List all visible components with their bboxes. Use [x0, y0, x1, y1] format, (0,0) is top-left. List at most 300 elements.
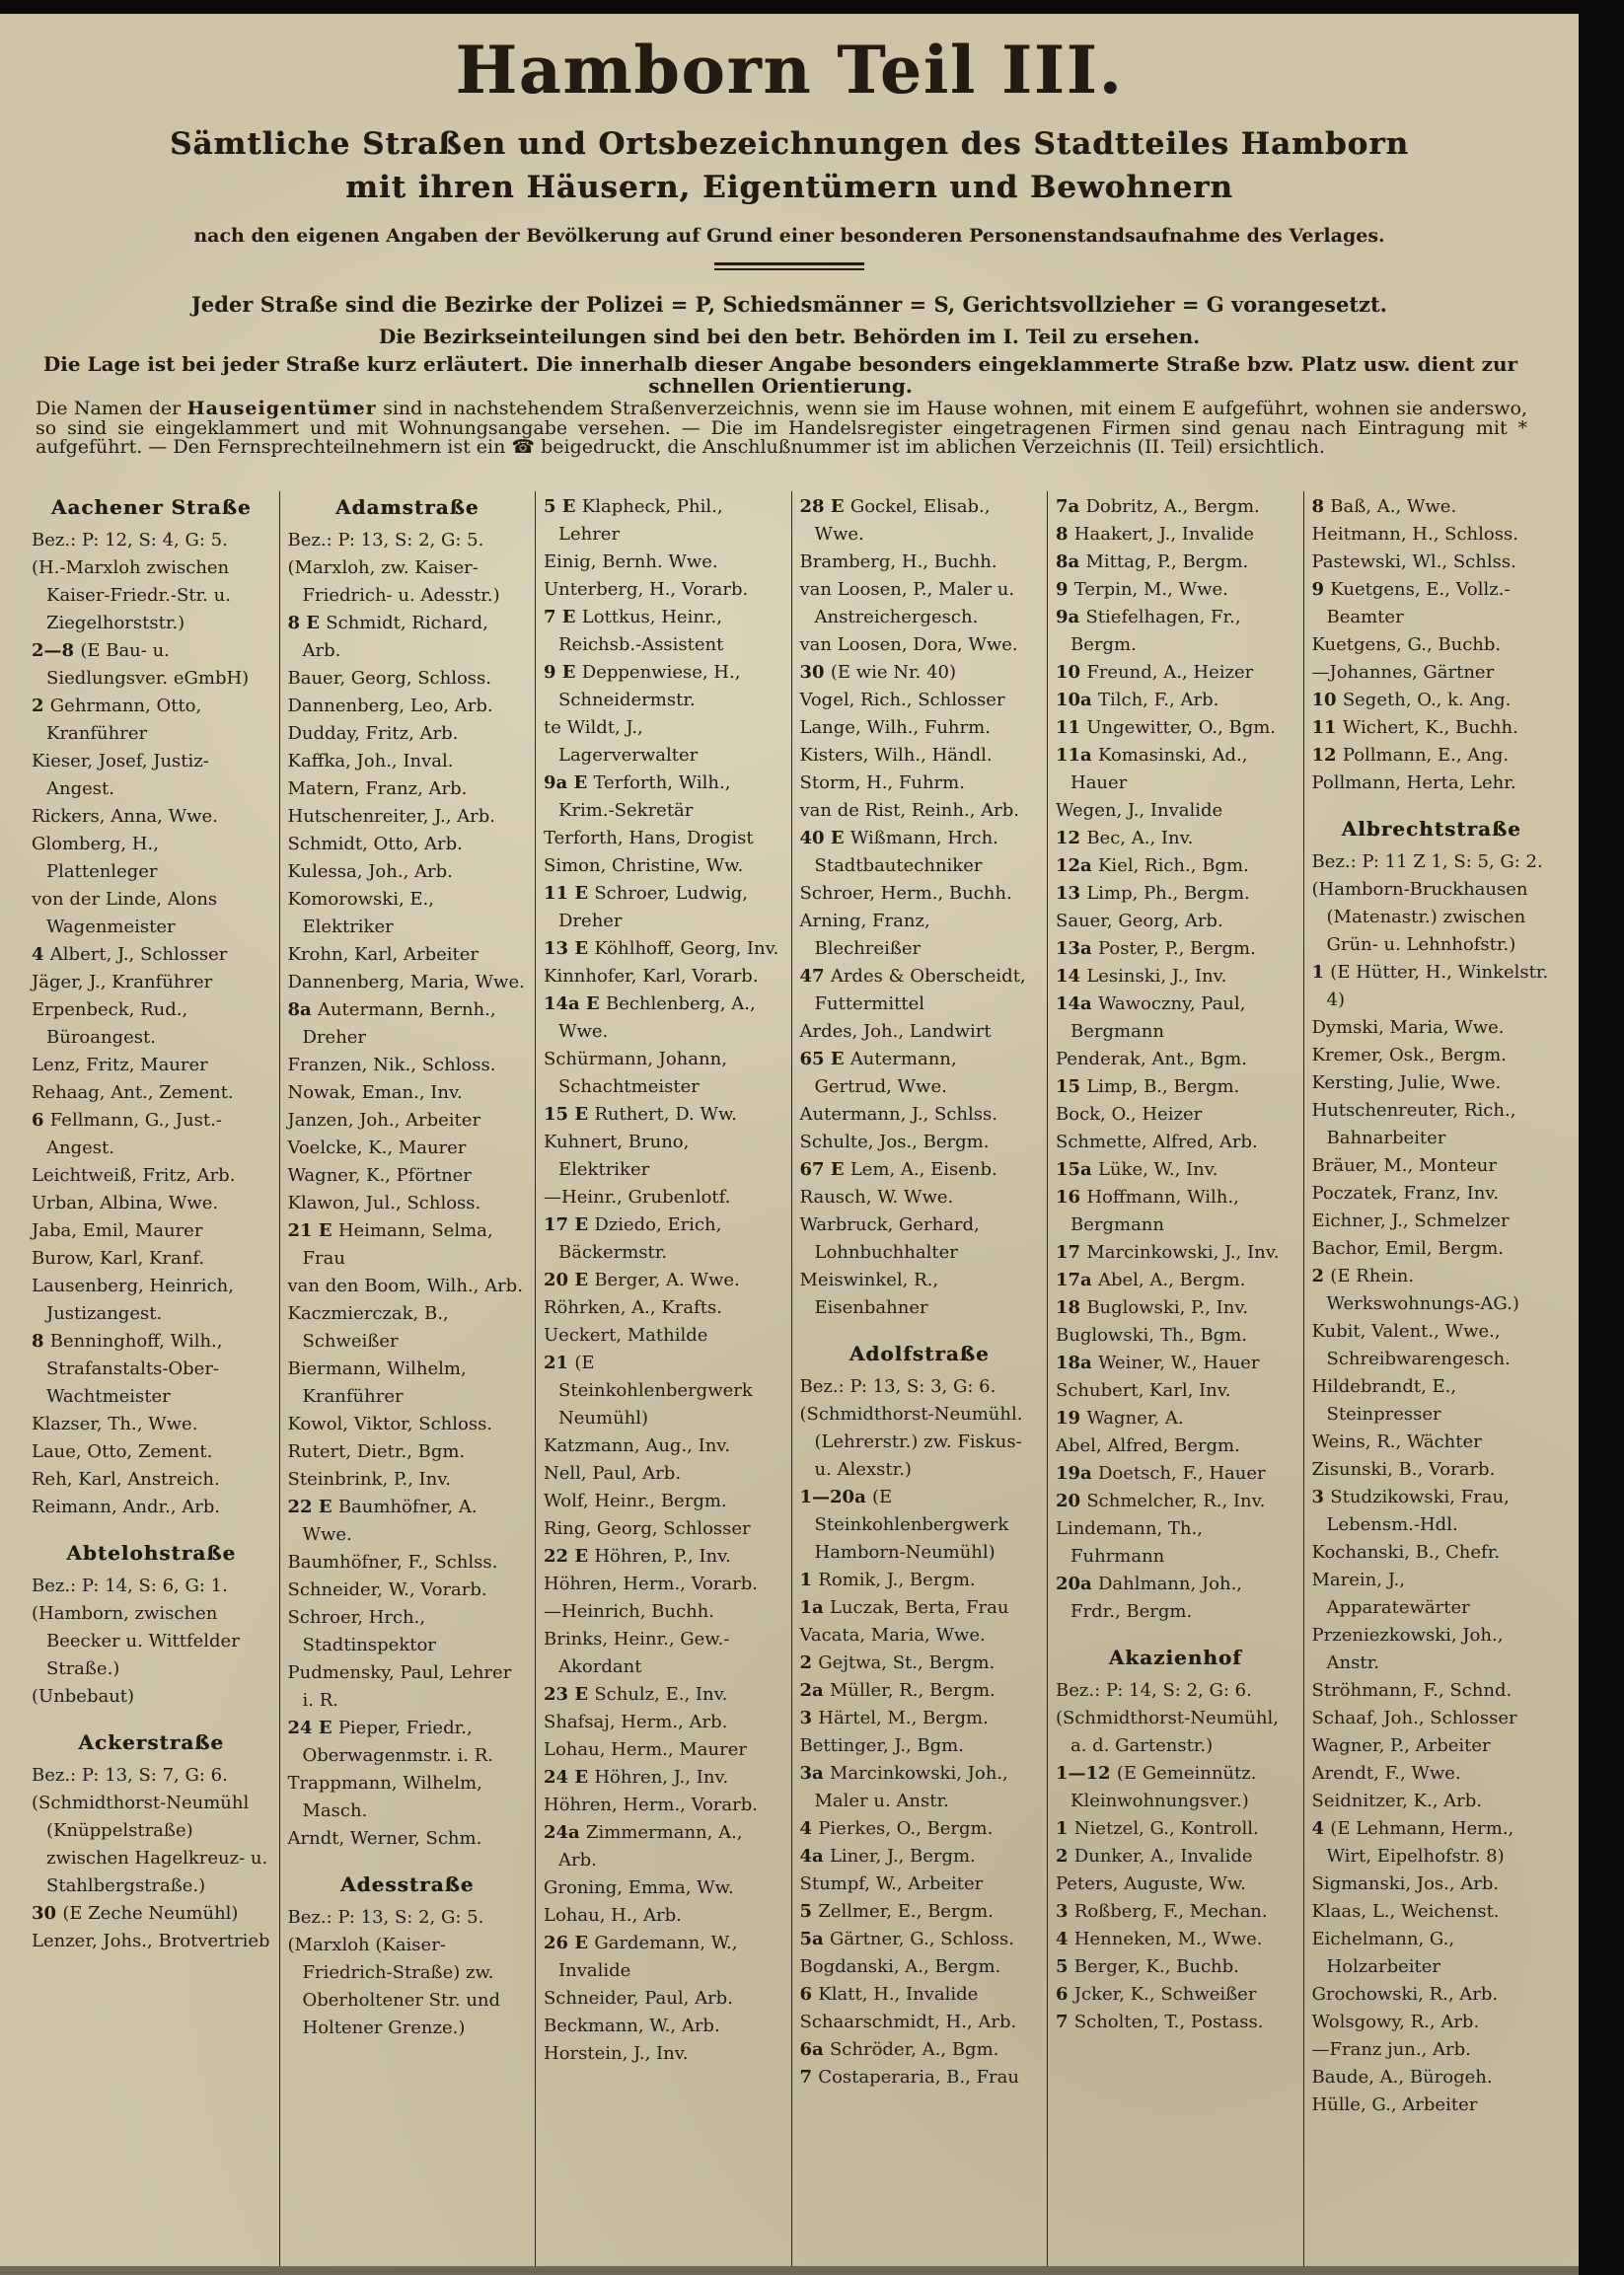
subtitle-line-1: Sämtliche Straßen und Ortsbezeichnungen des Stadtteiles Hamborn: [169, 126, 1410, 162]
directory-entry: Kowol, Viktor, Schloss.: [287, 1414, 493, 1434]
directory-entry: 11 Ungewitter, O., Bgm.: [1056, 717, 1277, 738]
directory-entry: 20 Schmelcher, R., Inv.: [1056, 1491, 1266, 1511]
directory-entry: Biermann, Wilhelm, Kranführer: [287, 1358, 467, 1407]
district-line: Bez.: P: 13, S: 7, G: 6.: [32, 1765, 228, 1786]
directory-entry: Pudmensky, Paul, Lehrer i. R.: [287, 1662, 512, 1711]
directory-entry: 8 Baß, A., Wwe.: [1311, 496, 1457, 517]
directory-entry: 40 E Wißmann, Hrch. Stadtbautechniker: [799, 828, 998, 876]
house-number: 14a E: [544, 993, 606, 1014]
house-number: 28 E: [799, 496, 850, 517]
directory-entry: 17 Marcinkowski, J., Inv.: [1056, 1242, 1280, 1263]
house-number: 9: [1056, 579, 1074, 600]
directory-entry: Pollmann, Herta, Lehr.: [1311, 772, 1516, 793]
street-heading: Aachener Straße: [50, 495, 252, 519]
directory-entry: 4 Albert, J., Schlosser: [32, 944, 228, 965]
house-number: 8: [1311, 496, 1331, 517]
directory-entry: 8 E Schmidt, Richard, Arb.: [287, 613, 488, 661]
directory-entry: Seidnitzer, K., Arb.: [1311, 1791, 1483, 1811]
district-line: Bez.: P: 13, S: 2, G: 5.: [287, 530, 484, 550]
directory-entry: Baumhöfner, F., Schlss.: [287, 1552, 498, 1573]
directory-entry: Schroer, Hrch., Stadtinspektor: [287, 1607, 436, 1655]
house-number: 8: [32, 1331, 50, 1352]
directory-entry: 1 Nietzel, G., Kontroll.: [1056, 1818, 1259, 1839]
directory-entry: 22 E Höhren, P., Inv.: [544, 1546, 731, 1567]
house-number: 12: [1311, 745, 1343, 766]
directory-entry: Brinks, Heinr., Gew.-Akordant: [544, 1629, 730, 1677]
directory-entry: Kaczmierczak, B., Schweißer: [287, 1303, 449, 1352]
house-number: 3a: [799, 1763, 830, 1784]
directory-entry: Bramberg, H., Buchh.: [799, 551, 997, 572]
directory-entry: Ueckert, Mathilde: [544, 1325, 708, 1346]
house-number: 1: [1311, 962, 1331, 983]
directory-entry: Kieser, Josef, Justiz-Angest.: [32, 751, 209, 799]
directory-entry: Kinnhofer, Karl, Vorarb.: [544, 966, 759, 987]
house-number: 13a: [1056, 938, 1098, 959]
legend-line-4: [36, 400, 1527, 458]
directory-entry: 4 Henneken, M., Wwe.: [1056, 1929, 1263, 1949]
directory-entry: 15 E Ruthert, D. Ww.: [544, 1104, 737, 1125]
directory-entry: van Loosen, Dora, Wwe.: [799, 634, 1018, 655]
house-number: 30: [32, 1903, 63, 1924]
house-number: 6: [1056, 1984, 1074, 2005]
directory-entry: Reimann, Andr., Arb.: [32, 1497, 221, 1517]
directory-entry: Kubit, Valent., Wwe., Schreibwarengesch.: [1311, 1321, 1511, 1369]
house-number: 20a: [1056, 1574, 1098, 1594]
house-number: 11a: [1056, 745, 1098, 766]
directory-entry: 8a Autermann, Bernh., Dreher: [287, 999, 496, 1048]
directory-entry: 10 Freund, A., Heizer: [1056, 662, 1254, 683]
directory-entry: Arning, Franz, Blechreißer: [799, 911, 930, 959]
directory-entry: Eichelmann, G., Holzarbeiter: [1311, 1929, 1455, 1977]
page-subtitle: [0, 122, 1579, 209]
directory-entry: 13a Poster, P., Bergm.: [1056, 938, 1256, 959]
street-heading: Akazienhof: [1108, 1646, 1242, 1669]
legend-line-1: Jeder Straße sind die Bezirke der Polizei = P, Schiedsmänner = S, Gerichtsvollzieher = G vorangesetzt.: [191, 292, 1387, 317]
directory-entry: Schroer, Herm., Buchh.: [799, 883, 1012, 904]
house-number: 19: [1056, 1408, 1087, 1429]
location-note: (Hamborn-Bruckhausen (Matenastr.) zwischen Grün- u. Lehnhofstr.): [1311, 879, 1528, 955]
directory-entry: 12 Pollmann, E., Ang.: [1311, 745, 1510, 766]
house-number: 4: [32, 944, 50, 965]
directory-entry: van Loosen, P., Maler u. Anstreichergesch.: [799, 579, 1015, 627]
directory-entry: Steinbrink, P., Inv.: [287, 1469, 451, 1490]
house-number: 17a: [1056, 1270, 1098, 1290]
divider-rule: [714, 262, 864, 270]
directory-entry: 20a Dahlmann, Joh., Frdr., Bergm.: [1056, 1574, 1243, 1622]
directory-entry: 12a Kiel, Rich., Bgm.: [1056, 855, 1249, 876]
location-note: (H.-Marxloh zwischen Kaiser-Friedr.-Str. u. Ziegelhorststr.): [32, 557, 231, 633]
directory-entry: 7a Dobritz, A., Bergm.: [1056, 496, 1260, 517]
directory-entry: Wagner, K., Pförtner: [287, 1165, 472, 1186]
directory-entry: Laue, Otto, Zement.: [32, 1441, 213, 1462]
location-note: (Unbebaut): [32, 1686, 135, 1707]
directory-entry: von der Linde, Alons Wagenmeister: [32, 889, 218, 937]
house-number: 12a: [1056, 855, 1098, 876]
house-number: 18a: [1056, 1353, 1098, 1373]
directory-entry: Komorowski, E., Elektriker: [287, 889, 434, 937]
scan-edge-right: [1579, 0, 1624, 2275]
house-number: 24 E: [287, 1718, 338, 1738]
district-line: Bez.: P: 14, S: 6, G: 1.: [32, 1576, 228, 1596]
street-heading: Albrechtstraße: [1341, 817, 1521, 841]
directory-entry: 21 (E Steinkohlenbergwerk Neumühl): [544, 1353, 753, 1429]
house-number: 18: [1056, 1297, 1087, 1318]
house-number: 26 E: [544, 1933, 595, 1953]
directory-entry: 7 Scholten, T., Postass.: [1056, 2012, 1264, 2032]
directory-entry: Bauer, Georg, Schloss.: [287, 668, 492, 689]
scan-edge-bottom: [0, 2266, 1579, 2275]
directory-entry: 2 (E Rhein. Werkswohnungs-AG.): [1311, 1266, 1519, 1314]
house-number: 3: [1056, 1901, 1074, 1922]
directory-entry: Stumpf, W., Arbeiter: [799, 1873, 984, 1894]
house-number: 8 E: [287, 613, 327, 633]
directory-entry: 10 Segeth, O., k. Ang.: [1311, 690, 1512, 710]
directory-entry: Bräuer, M., Monteur: [1311, 1155, 1497, 1176]
house-number: 4: [799, 1818, 819, 1839]
directory-entry: 65 E Autermann, Gertrud, Wwe.: [799, 1049, 957, 1097]
directory-entry: 5 E Klapheck, Phil., Lehrer: [544, 496, 723, 545]
directory-entry: Rehaag, Ant., Zement.: [32, 1082, 234, 1103]
directory-entry: Kaffka, Joh., Inval.: [287, 751, 454, 771]
directory-entry: Kersting, Julie, Wwe.: [1311, 1072, 1502, 1093]
house-number: 67 E: [799, 1159, 850, 1180]
directory-entry: Eichner, J., Schmelzer: [1311, 1211, 1510, 1231]
location-note: (Schmidthorst-Neumühl, a. d. Gartenstr.): [1056, 1708, 1279, 1756]
directory-entry: 9 Kuetgens, E., Vollz.-Beamter: [1311, 579, 1511, 627]
directory-entry: Ring, Georg, Schlosser: [544, 1518, 751, 1539]
directory-entry: 17a Abel, A., Bergm.: [1056, 1270, 1246, 1290]
house-number: 7 E: [544, 607, 582, 627]
house-number: 9: [1311, 579, 1331, 600]
directory-entry: 13 Limp, Ph., Bergm.: [1056, 883, 1250, 904]
district-line: Bez.: P: 14, S: 2, G: 6.: [1056, 1680, 1252, 1701]
house-number: 3: [1311, 1487, 1331, 1507]
directory-entry: Schmette, Alfred, Arb.: [1056, 1132, 1258, 1152]
directory-entry: 2 Gehrmann, Otto, Kranführer: [32, 696, 202, 744]
house-number: 4a: [799, 1846, 830, 1867]
house-number: 20 E: [544, 1270, 595, 1290]
directory-entry: Hutschenreuter, Rich., Bahnarbeiter: [1311, 1100, 1516, 1148]
directory-entry: 9a Stiefelhagen, Fr., Bergm.: [1056, 607, 1241, 655]
directory-entry: Bogdanski, A., Bergm.: [799, 1956, 1001, 1977]
house-number: 65 E: [799, 1049, 850, 1069]
house-number: 24a: [544, 1822, 586, 1843]
directory-entry: Lenzer, Johs., Brotvertrieb: [32, 1931, 270, 1951]
house-number: 2: [1056, 1846, 1074, 1867]
directory-entry: 7 Costaperaria, B., Frau: [799, 2067, 1019, 2088]
directory-entry: 26 E Gardemann, W., Invalide: [544, 1933, 738, 1981]
house-number: 7: [1056, 2012, 1074, 2032]
directory-entry: 2a Müller, R., Bergm.: [799, 1680, 996, 1701]
directory-entry: Voelcke, K., Maurer: [287, 1138, 467, 1158]
directory-entry: 19a Doetsch, F., Hauer: [1056, 1463, 1266, 1484]
house-number: 3: [799, 1708, 819, 1728]
directory-entry: 1—12 (E Gemeinnütz. Kleinwohnungsver.): [1056, 1763, 1257, 1811]
directory-entry: 11 E Schroer, Ludwig, Dreher: [544, 883, 748, 931]
house-number: 11 E: [544, 883, 595, 904]
directory-entry: —Franz jun., Arb.: [1311, 2039, 1471, 2060]
directory-entry: 9 Terpin, M., Wwe.: [1056, 579, 1228, 600]
directory-entry: 1—20a (E Steinkohlenbergwerk Hamborn-Neumühl): [799, 1487, 1009, 1563]
house-number: 8a: [287, 999, 318, 1020]
directory-entry: Groning, Emma, Ww.: [544, 1877, 734, 1898]
directory-entry: 1 Romik, J., Bergm.: [799, 1570, 976, 1590]
house-number: 22 E: [544, 1546, 595, 1567]
directory-entry: Klazser, Th., Wwe.: [32, 1414, 198, 1434]
directory-entry: Beckmann, W., Arb.: [544, 2016, 720, 2036]
directory-entry: Ströhmann, F., Schnd.: [1311, 1680, 1513, 1701]
directory-entry: 1 (E Hütter, H., Winkelstr. 4): [1311, 962, 1549, 1010]
directory-entry: —Heinrich, Buchh.: [544, 1601, 714, 1622]
directory-entry: 24a Zimmermann, A., Arb.: [544, 1822, 743, 1871]
house-number: 5: [799, 1901, 819, 1922]
directory-entry: 11a Komasinski, Ad., Hauer: [1056, 745, 1248, 793]
directory-entry: Dannenberg, Leo, Arb.: [287, 696, 493, 716]
directory-entry: Kuhnert, Bruno, Elektriker: [544, 1132, 690, 1180]
directory-entry: —Johannes, Gärtner: [1311, 662, 1495, 683]
directory-columns: [24, 491, 1559, 2269]
house-number: 5a: [799, 1929, 830, 1949]
directory-entry: 6 Jcker, K., Schweißer: [1056, 1984, 1257, 2005]
directory-entry: Lenz, Fritz, Maurer: [32, 1055, 208, 1075]
house-number: 14: [1056, 966, 1087, 987]
district-line: Bez.: P: 13, S: 2, G: 5.: [287, 1907, 484, 1928]
directory-entry: Leichtweiß, Fritz, Arb.: [32, 1165, 236, 1186]
house-number: 5 E: [544, 496, 582, 517]
directory-entry: Dymski, Maria, Wwe.: [1311, 1017, 1505, 1038]
house-number: 2: [32, 696, 50, 716]
house-number: 9a: [1056, 607, 1086, 627]
house-number: 5: [1056, 1956, 1074, 1977]
house-number: 1—20a: [799, 1487, 873, 1507]
directory-entry: Kisters, Wilh., Händl.: [799, 745, 993, 766]
location-note: (Schmidthorst-Neumühl (Knüppelstraße) zwischen Hagelkreuz- u. Stahlbergstraße.): [32, 1793, 268, 1896]
house-number: 19a: [1056, 1463, 1098, 1484]
house-number: 22 E: [287, 1497, 338, 1517]
directory-entry: 3a Marcinkowski, Joh., Maler u. Anstr.: [799, 1763, 1008, 1811]
directory-entry: 11 Wichert, K., Buchh.: [1311, 717, 1518, 738]
directory-entry: Simon, Christine, Ww.: [544, 855, 744, 876]
directory-entry: Arendt, F., Wwe.: [1311, 1763, 1461, 1784]
directory-entry: Kulessa, Joh., Arb.: [287, 861, 453, 882]
directory-entry: 4 Pierkes, O., Bergm.: [799, 1818, 994, 1839]
directory-entry: Wolsgowy, R., Arb.: [1311, 2012, 1480, 2032]
directory-entry: Zisunski, B., Vorarb.: [1311, 1459, 1496, 1480]
directory-entry: Schaaf, Joh., Schlosser: [1311, 1708, 1517, 1728]
directory-entry: Schubert, Karl, Inv.: [1056, 1380, 1231, 1401]
house-number: 2—8: [32, 640, 81, 661]
directory-entry: 23 E Schulz, E., Inv.: [544, 1684, 728, 1705]
directory-entry: 6 Klatt, H., Invalide: [799, 1984, 979, 2005]
directory-column-1: [24, 491, 279, 2269]
directory-entry: Lindemann, Th., Fuhrmann: [1056, 1518, 1203, 1567]
source-note: nach den eigenen Angaben der Bevölkerung auf Grund einer besonderen Personenstandsaufnahme des Verlages.: [193, 225, 1385, 247]
directory-entry: Bock, O., Heizer: [1056, 1104, 1203, 1125]
directory-entry: Sigmanski, Jos., Arb.: [1311, 1873, 1500, 1894]
legend-line-4-emphasis: Hauseigentümer: [186, 398, 377, 419]
directory-entry: Lausenberg, Heinrich, Justizangest.: [32, 1276, 234, 1324]
house-number: 21 E: [287, 1220, 338, 1241]
directory-entry: Schulte, Jos., Bergm.: [799, 1132, 990, 1152]
directory-entry: 18 Buglowski, P., Inv.: [1056, 1297, 1249, 1318]
directory-entry: 18a Weiner, W., Hauer: [1056, 1353, 1260, 1373]
house-number: 47: [799, 966, 831, 987]
directory-entry: Nowak, Eman., Inv.: [287, 1082, 463, 1103]
directory-entry: Arndt, Werner, Schm.: [287, 1828, 482, 1849]
directory-entry: Rausch, W. Wwe.: [799, 1187, 954, 1208]
directory-entry: Kremer, Osk., Bergm.: [1311, 1045, 1507, 1065]
directory-entry: Jäger, J., Kranführer: [32, 972, 213, 992]
directory-column-3: [535, 491, 791, 2269]
directory-entry: Hülle, G., Arbeiter: [1311, 2094, 1478, 2115]
directory-entry: —Heinr., Grubenlotf.: [544, 1187, 731, 1208]
house-number: 1—12: [1056, 1763, 1117, 1784]
directory-entry: Janzen, Joh., Arbeiter: [287, 1110, 481, 1131]
directory-entry: Autermann, J., Schlss.: [799, 1104, 997, 1125]
directory-entry: Einig, Bernh. Wwe.: [544, 551, 718, 572]
directory-entry: Abel, Alfred, Bergm.: [1056, 1435, 1240, 1456]
directory-entry: 3 Härtel, M., Bergm.: [799, 1708, 989, 1728]
directory-entry: Hildebrandt, E., Steinpresser: [1311, 1376, 1457, 1425]
directory-entry: Glomberg, H., Plattenleger: [32, 834, 159, 882]
directory-entry: Meiswinkel, R., Eisenbahner: [799, 1270, 939, 1318]
directory-entry: Ardes, Joh., Landwirt: [799, 1021, 992, 1042]
street-heading: Adamstraße: [334, 495, 480, 519]
directory-entry: Peters, Auguste, Ww.: [1056, 1873, 1246, 1894]
street-heading: Abtelohstraße: [66, 1541, 237, 1565]
directory-entry: Storm, H., Fuhrm.: [799, 772, 965, 793]
directory-entry: Penderak, Ant., Bgm.: [1056, 1049, 1247, 1069]
district-line: Bez.: P: 13, S: 3, G: 6.: [799, 1376, 997, 1397]
directory-entry: Kochanski, B., Chefr.: [1311, 1542, 1501, 1563]
directory-entry: Reh, Karl, Anstreich.: [32, 1469, 220, 1490]
house-number: 7a: [1056, 496, 1086, 517]
house-number: 2: [1311, 1266, 1331, 1286]
directory-entry: 21 E Heimann, Selma, Frau: [287, 1220, 493, 1269]
directory-entry: 67 E Lem, A., Eisenb.: [799, 1159, 997, 1180]
legend-line-3: Die Lage ist bei jeder Straße kurz erläutert. Die innerhalb dieser Angabe besonders eingeklammerte Straße bzw. Platz usw. dient zur schnellen Orientierung.: [42, 352, 1518, 398]
house-number: 4: [1311, 1818, 1331, 1839]
house-number: 1: [799, 1570, 819, 1590]
directory-entry: Klaas, L., Weichenst.: [1311, 1901, 1500, 1922]
directory-entry: Nell, Paul, Arb.: [544, 1463, 682, 1484]
directory-entry: Weins, R., Wächter: [1311, 1431, 1482, 1452]
directory-entry: Katzmann, Aug., Inv.: [544, 1435, 731, 1456]
directory-entry: Pastewski, Wl., Schlss.: [1311, 551, 1516, 572]
directory-entry: Wolf, Heinr., Bergm.: [544, 1491, 727, 1511]
directory-entry: Dudday, Fritz, Arb.: [287, 723, 459, 744]
directory-entry: 17 E Dziedo, Erich, Bäckermstr.: [544, 1214, 722, 1263]
legend-line-2: Die Bezirkseinteilungen sind bei den betr. Behörden im I. Teil zu ersehen.: [378, 325, 1201, 348]
directory-entry: Bachor, Emil, Bergm.: [1311, 1238, 1505, 1259]
directory-entry: Horstein, J., Inv.: [544, 2043, 689, 2064]
directory-entry: Schürmann, Johann, Schachtmeister: [544, 1049, 727, 1097]
house-number: 6: [799, 1984, 819, 2005]
house-number: 30: [799, 662, 831, 683]
directory-entry: Schaarschmidt, H., Arb.: [799, 2012, 1017, 2032]
directory-entry: 5 Zellmer, E., Bergm.: [799, 1901, 994, 1922]
house-number: 16: [1056, 1187, 1087, 1208]
directory-entry: Lohau, Herm., Maurer: [544, 1739, 747, 1760]
directory-entry: Höhren, Herm., Vorarb.: [544, 1574, 758, 1594]
directory-entry: Klawon, Jul., Schloss.: [287, 1193, 481, 1213]
directory-entry: 13 E Köhlhoff, Georg, Inv.: [544, 938, 779, 959]
directory-entry: 22 E Baumhöfner, A. Wwe.: [287, 1497, 478, 1545]
house-number: 17 E: [544, 1214, 595, 1235]
directory-entry: Rickers, Anna, Wwe.: [32, 806, 218, 827]
directory-entry: Hutschenreiter, J., Arb.: [287, 806, 495, 827]
directory-entry: 9a E Terforth, Wilh., Krim.-Sekretär: [544, 772, 731, 821]
directory-entry: 7 E Lottkus, Heinr., Reichsb.-Assistent: [544, 607, 724, 655]
directory-entry: 8 Benninghoff, Wilh., Strafanstalts-Ober-Wachtmeister: [32, 1331, 223, 1407]
page-title: Hamborn Teil III.: [455, 32, 1124, 109]
directory-entry: 2 Gejtwa, St., Bergm.: [799, 1652, 996, 1673]
house-number: 21: [544, 1353, 575, 1373]
directory-entry: Unterberg, H., Vorarb.: [544, 579, 749, 600]
street-heading: Adesstraße: [340, 1872, 475, 1896]
directory-entry: 24 E Pieper, Friedr., Oberwagenmstr. i. R.: [287, 1718, 494, 1766]
house-number: 7: [799, 2067, 819, 2088]
house-number: 13: [1056, 883, 1087, 904]
directory-entry: Rutert, Dietr., Bgm.: [287, 1441, 466, 1462]
house-number: 6a: [799, 2039, 830, 2060]
directory-entry: Lange, Wilh., Fuhrm.: [799, 717, 991, 738]
directory-entry: van de Rist, Reinh., Arb.: [799, 800, 1019, 821]
directory-entry: 28 E Gockel, Elisab., Wwe.: [799, 496, 991, 545]
directory-entry: van den Boom, Wilh., Arb.: [287, 1276, 523, 1296]
house-number: 15a: [1056, 1159, 1098, 1180]
directory-entry: Shafsaj, Herm., Arb.: [544, 1712, 728, 1732]
directory-entry: Vacata, Maria, Wwe.: [799, 1625, 986, 1646]
directory-entry: Lohau, H., Arb.: [544, 1905, 682, 1926]
directory-entry: Wagner, P., Arbeiter: [1311, 1735, 1491, 1756]
directory-entry: Grochowski, R., Arb.: [1311, 1984, 1499, 2005]
directory-entry: 14 Lesinski, J., Inv.: [1056, 966, 1227, 987]
house-number: 24 E: [544, 1767, 595, 1788]
directory-entry: 3 Roßberg, F., Mechan.: [1056, 1901, 1268, 1922]
directory-entry: Jaba, Emil, Maurer: [32, 1220, 203, 1241]
directory-entry: Matern, Franz, Arb.: [287, 778, 468, 799]
legend-line-4-pre: Die Namen der: [36, 398, 187, 419]
district-line: Bez.: P: 11 Z 1, S: 5, G: 2.: [1311, 851, 1543, 872]
house-number: 15: [1056, 1076, 1087, 1097]
house-number: 2a: [799, 1680, 830, 1701]
directory-entry: Wegen, J., Invalide: [1056, 800, 1223, 821]
directory-entry: 5 Berger, K., Buchb.: [1056, 1956, 1239, 1977]
directory-entry: 5a Gärtner, G., Schloss.: [799, 1929, 1014, 1949]
directory-entry: Marein, J., Apparatewärter: [1311, 1570, 1470, 1618]
directory-entry: Przeniezkowski, Joh., Anstr.: [1311, 1625, 1504, 1673]
house-number: 14a: [1056, 993, 1098, 1014]
directory-entry: 2 Dunker, A., Invalide: [1056, 1846, 1253, 1867]
directory-entry: 10a Tilch, F., Arb.: [1056, 690, 1219, 710]
directory-entry: 24 E Höhren, J., Inv.: [544, 1767, 729, 1788]
house-number: 40 E: [799, 828, 850, 848]
directory-entry: Trappmann, Wilhelm, Masch.: [287, 1773, 482, 1821]
location-note: (Marxloh, zw. Kaiser-Friedrich- u. Adesstr.): [287, 557, 500, 606]
directory-entry: 30 (E wie Nr. 40): [799, 662, 956, 683]
street-heading: Ackerstraße: [78, 1730, 225, 1754]
directory-entry: 15a Lüke, W., Inv.: [1056, 1159, 1218, 1180]
directory-entry: 14a E Bechlenberg, A., Wwe.: [544, 993, 756, 1042]
house-number: 10: [1056, 662, 1087, 683]
house-number: 9a E: [544, 772, 594, 793]
directory-entry: Röhrken, A., Krafts.: [544, 1297, 722, 1318]
house-number: 23 E: [544, 1684, 595, 1705]
directory-entry: 16 Hoffmann, Wilh., Bergmann: [1056, 1187, 1239, 1235]
directory-entry: te Wildt, J., Lagerverwalter: [544, 717, 699, 766]
directory-entry: 6a Schröder, A., Bgm.: [799, 2039, 999, 2060]
